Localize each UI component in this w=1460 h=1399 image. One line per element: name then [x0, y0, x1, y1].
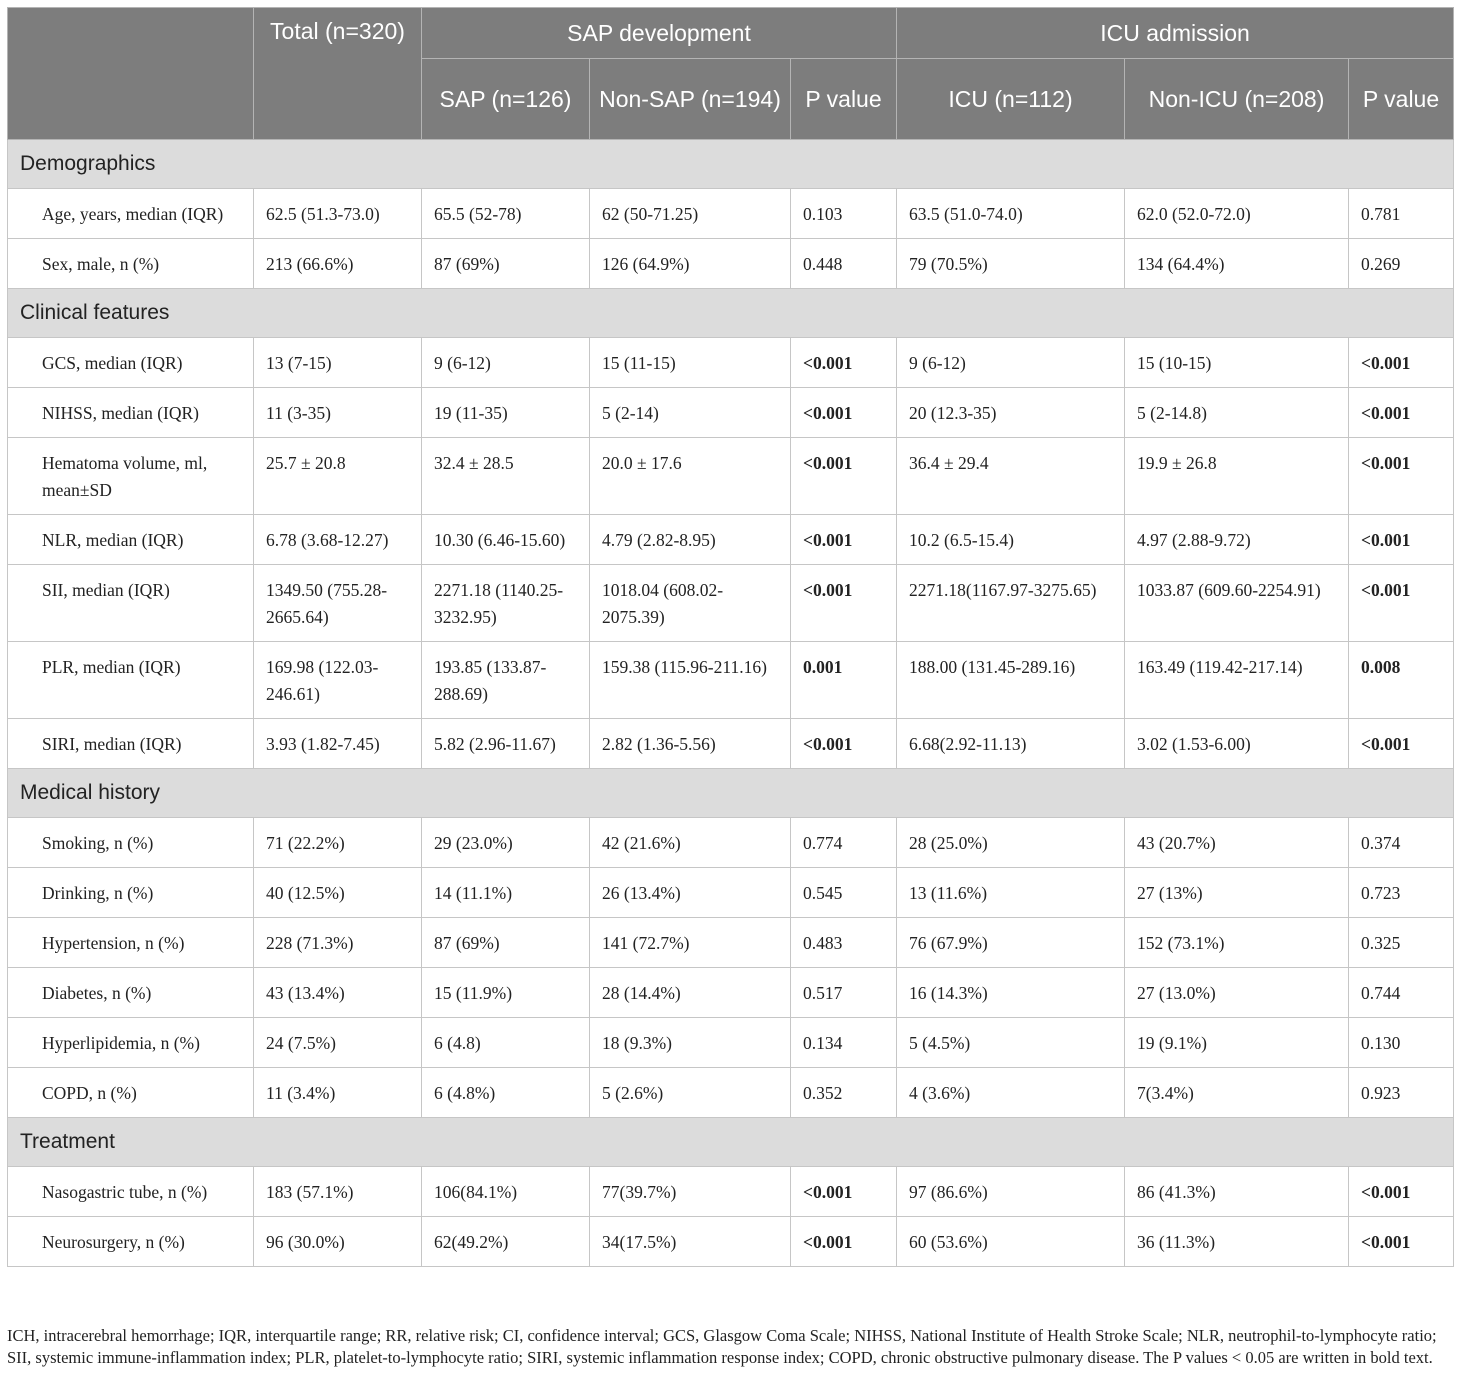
cell-non-sap: 159.38 (115.96-211.16) — [590, 642, 791, 719]
cell-p-value-sap: <0.001 — [791, 388, 897, 438]
cell-p-value-icu: <0.001 — [1349, 515, 1454, 565]
cell-p-value-sap: 0.483 — [791, 918, 897, 968]
cell-icu: 16 (14.3%) — [897, 968, 1125, 1018]
table-row — [8, 1018, 1454, 1068]
cell-non-icu: 19.9 ± 26.8 — [1125, 438, 1349, 515]
row-label: Hypertension, n (%) — [8, 918, 254, 968]
cell-non-icu: 7(3.4%) — [1125, 1068, 1349, 1118]
table-row — [8, 438, 1454, 515]
cell-non-sap: 62 (50-71.25) — [590, 189, 791, 239]
cell-p-value-icu: 0.130 — [1349, 1018, 1454, 1068]
cell-non-icu: 5 (2-14.8) — [1125, 388, 1349, 438]
cell-total: 183 (57.1%) — [254, 1167, 422, 1217]
table-row — [8, 968, 1454, 1018]
cell-total: 228 (71.3%) — [254, 918, 422, 968]
cell-icu: 13 (11.6%) — [897, 868, 1125, 918]
cell-non-icu: 43 (20.7%) — [1125, 818, 1349, 868]
cell-non-sap: 18 (9.3%) — [590, 1018, 791, 1068]
row-label: Hematoma volume, ml, mean±SD — [8, 438, 254, 515]
table-row — [8, 868, 1454, 918]
cell-p-value-sap: 0.545 — [791, 868, 897, 918]
header-p-value-sap: P value — [791, 59, 897, 140]
cell-p-value-sap: <0.001 — [791, 565, 897, 642]
cell-total: 24 (7.5%) — [254, 1018, 422, 1068]
cell-total: 71 (22.2%) — [254, 818, 422, 868]
cell-non-sap: 1018.04 (608.02-2075.39) — [590, 565, 791, 642]
cell-p-value-sap: 0.103 — [791, 189, 897, 239]
row-label: Drinking, n (%) — [8, 868, 254, 918]
cell-non-sap: 34(17.5%) — [590, 1217, 791, 1267]
cell-sap: 65.5 (52-78) — [422, 189, 590, 239]
cell-p-value-sap: <0.001 — [791, 719, 897, 769]
cell-total: 96 (30.0%) — [254, 1217, 422, 1267]
cell-icu: 28 (25.0%) — [897, 818, 1125, 868]
cell-p-value-icu: <0.001 — [1349, 388, 1454, 438]
header-non-icu: Non-ICU (n=208) — [1125, 59, 1349, 140]
cell-icu: 79 (70.5%) — [897, 239, 1125, 289]
row-label: GCS, median (IQR) — [8, 338, 254, 388]
cell-sap: 62(49.2%) — [422, 1217, 590, 1267]
cell-p-value-icu: <0.001 — [1349, 1167, 1454, 1217]
cell-p-value-icu: <0.001 — [1349, 1217, 1454, 1267]
cell-p-value-icu: <0.001 — [1349, 338, 1454, 388]
cell-p-value-icu: 0.374 — [1349, 818, 1454, 868]
cell-non-sap: 4.79 (2.82-8.95) — [590, 515, 791, 565]
cell-p-value-icu: <0.001 — [1349, 565, 1454, 642]
cell-total: 6.78 (3.68-12.27) — [254, 515, 422, 565]
data-table — [7, 7, 1454, 1267]
table-body — [8, 140, 1454, 1267]
cell-non-sap: 77(39.7%) — [590, 1167, 791, 1217]
cell-sap: 10.30 (6.46-15.60) — [422, 515, 590, 565]
cell-non-icu: 27 (13.0%) — [1125, 968, 1349, 1018]
cell-p-value-icu: 0.781 — [1349, 189, 1454, 239]
cell-non-icu: 1033.87 (609.60-2254.91) — [1125, 565, 1349, 642]
cell-icu: 2271.18(1167.97-3275.65) — [897, 565, 1125, 642]
cell-p-value-sap: 0.448 — [791, 239, 897, 289]
section-row — [8, 1118, 1454, 1167]
row-label: SII, median (IQR) — [8, 565, 254, 642]
table-row — [8, 189, 1454, 239]
cell-p-value-sap: <0.001 — [791, 515, 897, 565]
cell-p-value-icu: <0.001 — [1349, 438, 1454, 515]
cell-p-value-sap: <0.001 — [791, 338, 897, 388]
cell-sap: 32.4 ± 28.5 — [422, 438, 590, 515]
cell-non-icu: 36 (11.3%) — [1125, 1217, 1349, 1267]
header-non-sap: Non-SAP (n=194) — [590, 59, 791, 140]
row-label: Age, years, median (IQR) — [8, 189, 254, 239]
cell-icu: 5 (4.5%) — [897, 1018, 1125, 1068]
table-row — [8, 1167, 1454, 1217]
cell-total: 1349.50 (755.28-2665.64) — [254, 565, 422, 642]
cell-sap: 6 (4.8%) — [422, 1068, 590, 1118]
cell-total: 11 (3-35) — [254, 388, 422, 438]
cell-non-sap: 26 (13.4%) — [590, 868, 791, 918]
cell-total: 13 (7-15) — [254, 338, 422, 388]
cell-non-sap: 28 (14.4%) — [590, 968, 791, 1018]
cell-icu: 20 (12.3-35) — [897, 388, 1125, 438]
row-label: COPD, n (%) — [8, 1068, 254, 1118]
table-footnote: ICH, intracerebral hemorrhage; IQR, interquartile range; RR, relative risk; CI, confidence interval; GCS, Glasgow Coma Scale; NIHSS, National Institute of Health Stroke Scale; NLR, neutrophil-to-lymphocyte ratio; SII, systemic immune-inflammation index; PLR, platelet-to-lymphocyte ratio; SIRI, systemic inflammation response index; COPD, chronic obstructive pulmonary disease. The P values < 0.05 are written in bold text. — [7, 1326, 1437, 1367]
section-row — [8, 140, 1454, 189]
table-row — [8, 642, 1454, 719]
header-p-value-icu: P value — [1349, 59, 1454, 140]
section-row — [8, 289, 1454, 338]
cell-non-sap: 2.82 (1.36-5.56) — [590, 719, 791, 769]
cell-p-value-sap: 0.517 — [791, 968, 897, 1018]
section-title: Demographics — [8, 140, 1454, 189]
table-row — [8, 1217, 1454, 1267]
row-label: NLR, median (IQR) — [8, 515, 254, 565]
table-row — [8, 719, 1454, 769]
cell-sap: 6 (4.8) — [422, 1018, 590, 1068]
cell-sap: 87 (69%) — [422, 918, 590, 968]
table-row — [8, 818, 1454, 868]
cell-non-sap: 141 (72.7%) — [590, 918, 791, 968]
cell-sap: 193.85 (133.87-288.69) — [422, 642, 590, 719]
row-label: SIRI, median (IQR) — [8, 719, 254, 769]
row-label: Smoking, n (%) — [8, 818, 254, 868]
cell-icu: 6.68(2.92-11.13) — [897, 719, 1125, 769]
cell-p-value-sap: <0.001 — [791, 438, 897, 515]
cell-p-value-icu: 0.008 — [1349, 642, 1454, 719]
section-title: Clinical features — [8, 289, 1454, 338]
cell-non-icu: 15 (10-15) — [1125, 338, 1349, 388]
cell-non-sap: 15 (11-15) — [590, 338, 791, 388]
cell-non-icu: 86 (41.3%) — [1125, 1167, 1349, 1217]
section-row — [8, 769, 1454, 818]
table-row — [8, 515, 1454, 565]
cell-non-icu: 19 (9.1%) — [1125, 1018, 1349, 1068]
cell-p-value-icu: 0.923 — [1349, 1068, 1454, 1118]
cell-icu: 188.00 (131.45-289.16) — [897, 642, 1125, 719]
header-icu: ICU (n=112) — [897, 59, 1125, 140]
cell-sap: 87 (69%) — [422, 239, 590, 289]
header-sap: SAP (n=126) — [422, 59, 590, 140]
cell-non-icu: 62.0 (52.0-72.0) — [1125, 189, 1349, 239]
table-row — [8, 1068, 1454, 1118]
cell-non-icu: 27 (13%) — [1125, 868, 1349, 918]
cell-p-value-icu: <0.001 — [1349, 719, 1454, 769]
cell-non-sap: 5 (2-14) — [590, 388, 791, 438]
cell-total: 3.93 (1.82-7.45) — [254, 719, 422, 769]
row-label: Nasogastric tube, n (%) — [8, 1167, 254, 1217]
cell-p-value-icu: 0.723 — [1349, 868, 1454, 918]
cell-sap: 19 (11-35) — [422, 388, 590, 438]
cell-icu: 9 (6-12) — [897, 338, 1125, 388]
cell-p-value-icu: 0.744 — [1349, 968, 1454, 1018]
cell-total: 11 (3.4%) — [254, 1068, 422, 1118]
cell-icu: 60 (53.6%) — [897, 1217, 1125, 1267]
cell-sap: 14 (11.1%) — [422, 868, 590, 918]
row-label: Hyperlipidemia, n (%) — [8, 1018, 254, 1068]
cell-non-icu: 152 (73.1%) — [1125, 918, 1349, 968]
cell-p-value-sap: 0.774 — [791, 818, 897, 868]
cell-sap: 15 (11.9%) — [422, 968, 590, 1018]
table-row — [8, 388, 1454, 438]
section-title: Medical history — [8, 769, 1454, 818]
row-label: Neurosurgery, n (%) — [8, 1217, 254, 1267]
row-label: PLR, median (IQR) — [8, 642, 254, 719]
cell-total: 43 (13.4%) — [254, 968, 422, 1018]
cell-non-sap: 42 (21.6%) — [590, 818, 791, 868]
table-row — [8, 918, 1454, 968]
cell-total: 25.7 ± 20.8 — [254, 438, 422, 515]
row-label: Sex, male, n (%) — [8, 239, 254, 289]
cell-p-value-icu: 0.269 — [1349, 239, 1454, 289]
cell-icu: 63.5 (51.0-74.0) — [897, 189, 1125, 239]
cell-total: 62.5 (51.3-73.0) — [254, 189, 422, 239]
cell-p-value-sap: 0.001 — [791, 642, 897, 719]
header-sap-development: SAP development — [422, 8, 897, 59]
cell-sap: 106(84.1%) — [422, 1167, 590, 1217]
section-title: Treatment — [8, 1118, 1454, 1167]
cell-icu: 97 (86.6%) — [897, 1167, 1125, 1217]
cell-total: 40 (12.5%) — [254, 868, 422, 918]
cell-non-icu: 3.02 (1.53-6.00) — [1125, 719, 1349, 769]
table-row — [8, 338, 1454, 388]
cell-sap: 2271.18 (1140.25-3232.95) — [422, 565, 590, 642]
table-row — [8, 565, 1454, 642]
cell-icu: 10.2 (6.5-15.4) — [897, 515, 1125, 565]
cell-non-icu: 134 (64.4%) — [1125, 239, 1349, 289]
table-row — [8, 239, 1454, 289]
cell-p-value-sap: 0.352 — [791, 1068, 897, 1118]
cell-sap: 5.82 (2.96-11.67) — [422, 719, 590, 769]
cell-non-sap: 126 (64.9%) — [590, 239, 791, 289]
cell-non-sap: 5 (2.6%) — [590, 1068, 791, 1118]
header-blank — [8, 8, 254, 140]
cell-p-value-sap: 0.134 — [791, 1018, 897, 1068]
table-header — [8, 8, 1454, 140]
row-label: Diabetes, n (%) — [8, 968, 254, 1018]
header-total: Total (n=320) — [254, 8, 422, 140]
cell-non-icu: 163.49 (119.42-217.14) — [1125, 642, 1349, 719]
cell-p-value-icu: 0.325 — [1349, 918, 1454, 968]
cell-non-icu: 4.97 (2.88-9.72) — [1125, 515, 1349, 565]
header-icu-admission: ICU admission — [897, 8, 1454, 59]
cell-non-sap: 20.0 ± 17.6 — [590, 438, 791, 515]
cell-sap: 9 (6-12) — [422, 338, 590, 388]
cell-icu: 36.4 ± 29.4 — [897, 438, 1125, 515]
cell-icu: 76 (67.9%) — [897, 918, 1125, 968]
cell-sap: 29 (23.0%) — [422, 818, 590, 868]
cell-p-value-sap: <0.001 — [791, 1167, 897, 1217]
cell-p-value-sap: <0.001 — [791, 1217, 897, 1267]
cell-total: 169.98 (122.03-246.61) — [254, 642, 422, 719]
row-label: NIHSS, median (IQR) — [8, 388, 254, 438]
cell-total: 213 (66.6%) — [254, 239, 422, 289]
cell-icu: 4 (3.6%) — [897, 1068, 1125, 1118]
